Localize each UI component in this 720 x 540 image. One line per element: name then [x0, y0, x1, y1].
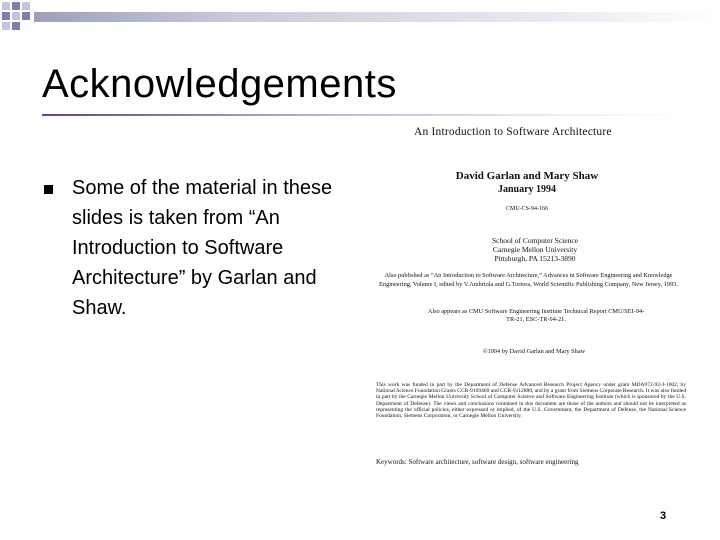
- document-published-note: Also published as “An Introduction to Software Architecture,” Advances in Software Engineering and Knowledge Engineering, Volume I, edited by V.Ambriola and G.Tortora, World Scientific Publishing Company, New Jersey, 1993.: [379, 272, 678, 288]
- document-keywords: Keywords: Software architecture, software design, software engineering: [376, 458, 579, 466]
- bullet-square-icon: [44, 185, 53, 194]
- document-header: An Introduction to Software Architecture: [414, 126, 612, 138]
- decorative-header-band: [0, 0, 720, 30]
- document-tech-report: Also appears as CMU Software Engineering Institute Technical Report CMU/SEI-94-TR-21, ESC-TR-94-21.: [427, 308, 645, 323]
- slide-title: Acknowledgements: [42, 62, 397, 106]
- document-report-id: CMU-CS-94-166: [505, 206, 548, 212]
- document-copyright: ©1994 by David Garlan and Mary Shaw: [482, 348, 586, 355]
- document-scan-image: [372, 122, 700, 480]
- document-authors: David Garlan and Mary Shaw: [455, 170, 599, 182]
- bullet-text: Some of the material in these slides is taken from “An Introduction to Software Architecture” by Garlan and Shaw.: [72, 177, 333, 319]
- document-date: January 1994: [497, 184, 557, 195]
- title-underline: [42, 114, 688, 116]
- page-number: 3: [660, 510, 667, 522]
- document-address: School of Computer Science Carnegie Mellon University Pittsburgh, PA 15213-3890: [491, 236, 579, 263]
- document-funding: This work was funded in part by the Department of Defense Advanced Research Project Agency under grant MDA972-92-J-1002, by National Science Foundation Grants CCR-9109469 and CCR-9112880, and by a grant from Siemens Corporate Research. It was also funded in part by the Carnegie Mellon University School of Computer Science and Software Engineering Institute (which is sponsored by the U.S. Department of Defense). The views and conclusions contained in this document are those of the authors and should not be interpreted as representing the official policies, either expressed or implied, of the U.S. Government, the Department of Defense, the National Science Foundation, Siemens Corporation, or Carnegie Mellon University.: [376, 382, 686, 420]
